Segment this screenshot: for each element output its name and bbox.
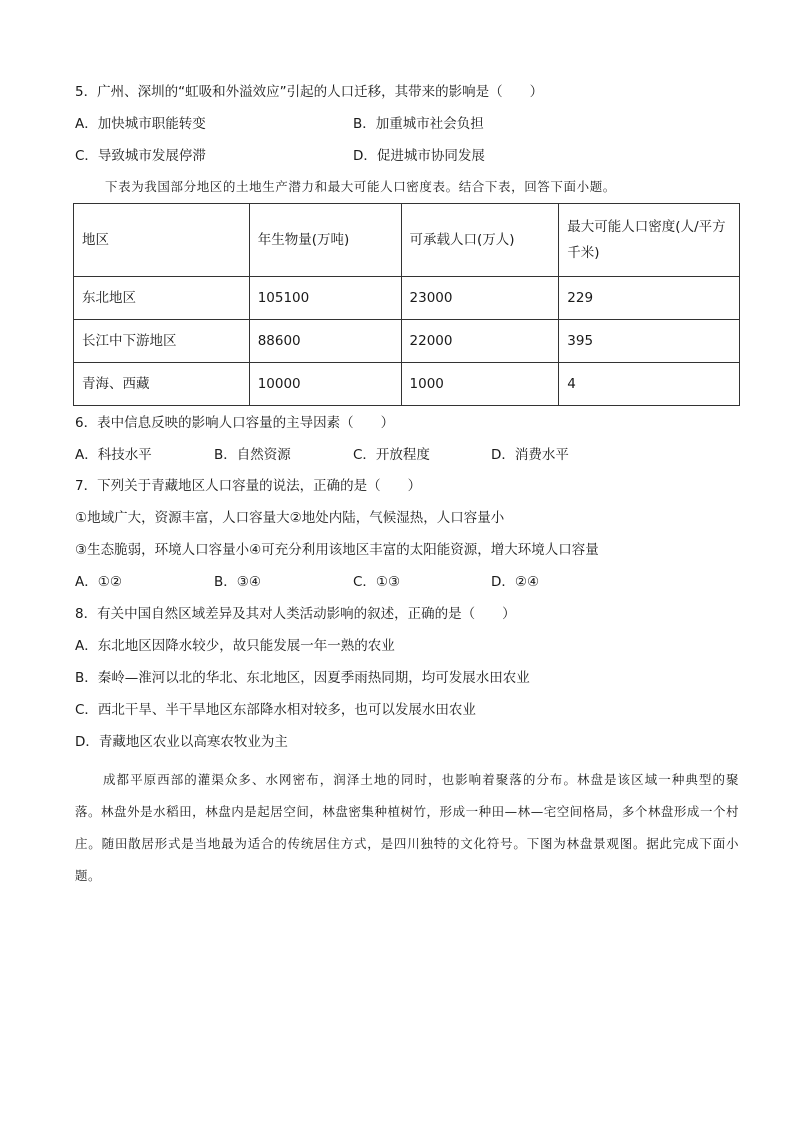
question-6-option-d: D．消费水平 — [491, 447, 569, 463]
table-row — [74, 320, 740, 363]
question-5-option-d: D．促进城市协同发展 — [353, 148, 485, 164]
question-7-option-d: D．②④ — [491, 574, 540, 590]
question-5-option-c: C．导致城市发展停滞 — [75, 148, 206, 164]
question-7-statements-2: ③生态脆弱，环境人口容量小④可充分利用该地区丰富的太阳能资源，增大环境人口容量 — [75, 542, 599, 558]
question-6-option-b: B．自然资源 — [214, 447, 291, 463]
question-7-stem: 7．下列关于青藏地区人口容量的说法，正确的是（ ） — [75, 478, 422, 494]
question-8-stem: 8．有关中国自然区域差异及其对人类活动影响的叙述，正确的是（ ） — [75, 606, 516, 622]
table-row — [74, 363, 740, 406]
population-density-table — [73, 203, 740, 406]
question-7-option-b: B．③④ — [214, 574, 261, 590]
table-cell: 东北地区 — [74, 277, 250, 320]
question-8-option-d: D．青藏地区农业以高寒农牧业为主 — [75, 734, 288, 750]
question-5-option-b: B．加重城市社会负担 — [353, 116, 484, 132]
table-cell: 88600 — [249, 320, 401, 363]
table-cell: 1000 — [401, 363, 559, 406]
table-cell: 4 — [559, 363, 740, 406]
question-8-option-a: A．东北地区因降水较少，故只能发展一年一熟的农业 — [75, 638, 395, 654]
question-6-option-c: C．开放程度 — [353, 447, 430, 463]
table-header-row — [74, 204, 740, 277]
table-cell: 青海、西藏 — [74, 363, 250, 406]
question-7-statements-1: ①地域广大，资源丰富，人口容量大②地处内陆，气候湿热，人口容量小 — [75, 510, 505, 526]
question-8-option-b: B．秦岭—淮河以北的华北、东北地区，因夏季雨热同期，均可发展水田农业 — [75, 670, 530, 686]
table-cell: 395 — [559, 320, 740, 363]
table-cell: 105100 — [249, 277, 401, 320]
table-header-capacity: 可承载人口(万人) — [401, 204, 559, 277]
question-8-option-c: C．西北干旱、半干旱地区东部降水相对较多，也可以发展水田农业 — [75, 702, 476, 718]
table-row — [74, 277, 740, 320]
table-intro: 下表为我国部分地区的土地生产潜力和最大可能人口密度表。结合下表，回答下面小题。 — [105, 179, 616, 194]
table-cell: 229 — [559, 277, 740, 320]
question-5-option-a: A．加快城市职能转变 — [75, 116, 206, 132]
table-header-region: 地区 — [74, 204, 250, 277]
table-cell: 22000 — [401, 320, 559, 363]
table-header-biomass: 年生物量(万吨) — [249, 204, 401, 277]
reading-passage: 成都平原西部的灌渠众多、水网密布，润泽土地的同时，也影响着聚落的分布。林盘是该区域一种典型的聚落。林盘外是水稻田，林盘内是起居空间，林盘密集种植树竹，形成一种田—林—宅空间格局，多个林盘形成一个村庄。随田散居形式是当地最为适合的传统居住方式，是四川独特的文化符号。下图为林盘景观图。据此完成下面小题。 — [75, 772, 739, 883]
table-cell: 10000 — [249, 363, 401, 406]
question-7-option-c: C．①③ — [353, 574, 401, 590]
question-6-stem: 6．表中信息反映的影响人口容量的主导因素（ ） — [75, 415, 395, 431]
question-7-option-a: A．①② — [75, 574, 122, 590]
question-5-stem: 5．广州、深圳的“虹吸和外溢效应”引起的人口迁移，其带来的影响是（ ） — [75, 84, 544, 100]
question-6-option-a: A．科技水平 — [75, 447, 152, 463]
table-cell: 23000 — [401, 277, 559, 320]
table-header-density: 最大可能人口密度(人/平方千米) — [559, 204, 740, 277]
table-cell: 长江中下游地区 — [74, 320, 250, 363]
